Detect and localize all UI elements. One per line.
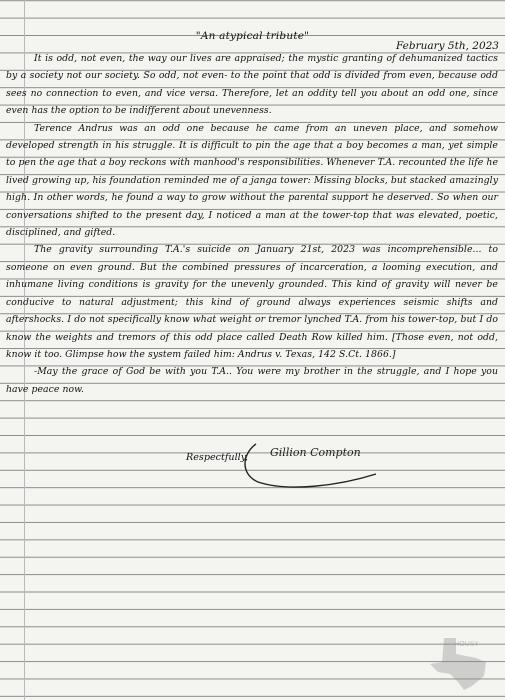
letter-body	[6, 50, 498, 398]
paragraph-1: It is odd, not even, the way our lives are appraised; the mystic granting of dehumanized tactics by a society not our society. So odd, not even- to the point that odd is divided from even, because odd sees no connection to even, and vice versa. Therefore, let an oddity tell you about an odd one, since even has the option to be indifferent about unevenness.	[6, 53, 498, 117]
stamp-text: HOUSY	[454, 640, 479, 648]
paragraph-2: Terence Andrus was an odd one because he came from an uneven place, and somehow developed strength in his struggle. It is difficult to pin the age that a boy becomes a man, yet simple to pen the age that a boy reckons with manhood's responsibilities. Whenever T.A. recounted the life he lived growing up, his foundation reminded me of a janga tower: Missing blocks, but stacked amazingly high. In other words, he found a way to grow without the parental support he deserved. So when our conversations shifted to the present day, I noticed a man at the tower-top that was elevated, poetic, disciplined, and gifted.	[6, 122, 498, 239]
letter-date: February 5th, 2023	[395, 40, 499, 52]
signature-text: Gillion Compton	[270, 446, 361, 459]
closing: Respectfully,	[186, 452, 248, 463]
paragraph-4: -May the grace of God be with you T.A.. You were my brother in the struggle, and I hope you have peace now.	[6, 366, 498, 395]
letter-title: "An atypical tribute"	[195, 30, 310, 42]
signature	[238, 436, 388, 496]
texas-stamp	[424, 632, 494, 692]
paragraph-3: The gravity surrounding T.A.'s suicide on January 21st, 2023 was incomprehensible... to someone on even ground. But the combined pressures of incarceration, a looming execution, and inhumane living conditions is gravity for the unevenly grounded. This kind of gravity will never be conducive to natural adjustment; this kind of ground always experiences seismic shifts and aftershocks. I do not specifically know what weight or tremor lynched T.A. from his tower-top, but I do know the weights and tremors of this odd place called Death Row killed him. [Those even, not odd, know it too. Glimpse how the system failed him: Andrus v. Texas, 142 S.Ct. 1866.]	[6, 244, 498, 360]
